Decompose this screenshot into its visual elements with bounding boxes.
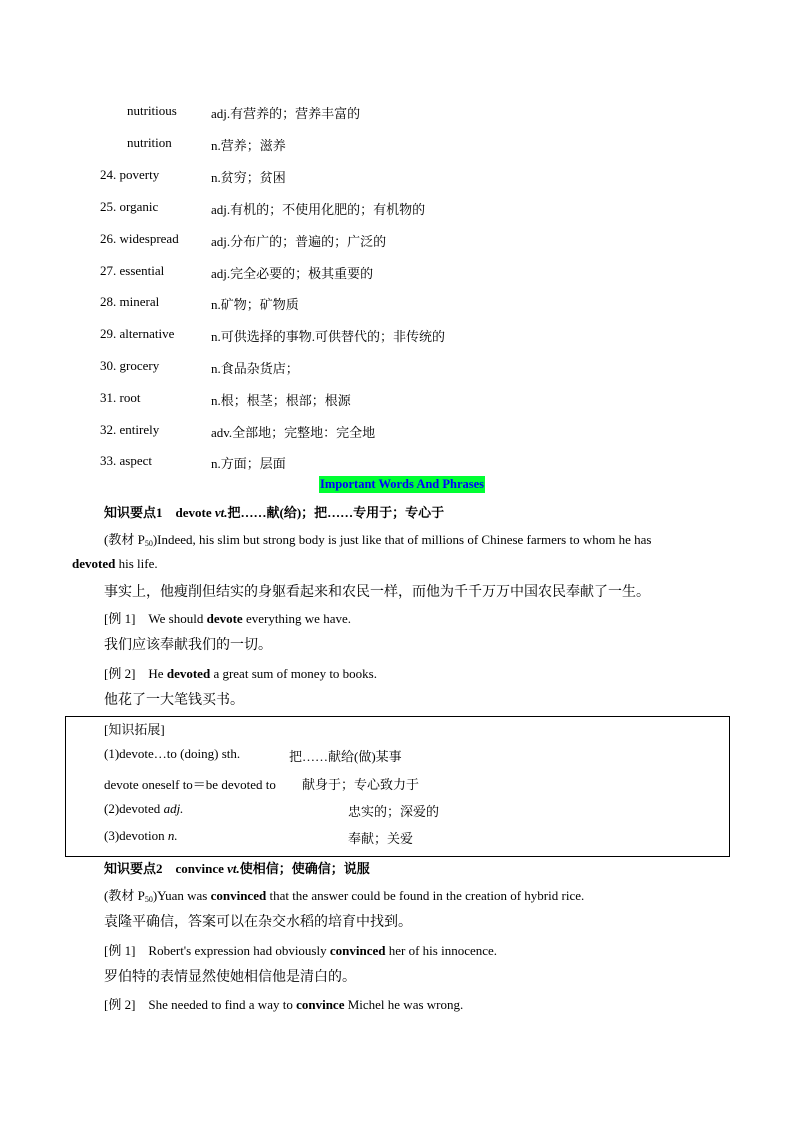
vocab-definition: n.矿物；矿物质 bbox=[211, 297, 299, 312]
extension-row-cn: 忠实的；深爱的 bbox=[348, 804, 440, 819]
source-page: 50 bbox=[144, 895, 153, 904]
vocab-definition: adv.全部地；完整地：完全地 bbox=[211, 425, 376, 440]
vocab-word: 30. grocery bbox=[100, 358, 160, 373]
vocab-definition: n.根；根茎；根部；根源 bbox=[211, 393, 351, 408]
vocab-definition: n.食品杂货店； bbox=[211, 361, 299, 376]
vocab-word: 27. essential bbox=[100, 263, 165, 278]
example-label: [例 1] bbox=[104, 611, 136, 626]
example-bold: devote bbox=[206, 611, 243, 626]
example-text: a great sum of money to books. bbox=[210, 666, 377, 681]
point-1-translation: 事实上，他瘦削但结实的身躯看起来和农民一样，而他为千千万万中国农民奉献了一生。 bbox=[104, 585, 650, 600]
vocab-word: 26. widespread bbox=[100, 231, 179, 246]
point-2-translation: 袁隆平确信，答案可以在杂交水稻的培育中找到。 bbox=[104, 915, 412, 930]
point-2-example-1 bbox=[104, 940, 497, 959]
point-1-example-2-cn: 他花了一大笔钱买书。 bbox=[104, 693, 244, 708]
vocab-word: nutritious bbox=[127, 103, 177, 118]
point-1-source bbox=[104, 529, 722, 548]
section-heading: Important Words And Phrases bbox=[320, 477, 485, 491]
point-meaning: 把……献(给)；把……专用于；专心于 bbox=[227, 505, 445, 520]
extension-row-cn: 奉献；关爱 bbox=[348, 831, 414, 846]
vocab-word: 28. mineral bbox=[100, 294, 160, 309]
point-pos: vt. bbox=[227, 861, 240, 876]
vocab-word: nutrition bbox=[127, 135, 172, 150]
example-label: [例 2] bbox=[104, 997, 136, 1012]
point-1-example-2 bbox=[104, 663, 377, 682]
example-text: We should bbox=[148, 611, 207, 626]
example-label: [例 2] bbox=[104, 666, 136, 681]
vocab-definition: adj.完全必要的；极其重要的 bbox=[211, 266, 374, 281]
extension-row-en bbox=[104, 801, 183, 817]
source-prefix: (教材 P bbox=[104, 888, 145, 903]
extension-row-en bbox=[104, 828, 178, 844]
example-bold: convince bbox=[296, 997, 345, 1012]
point-1-example-1-cn: 我们应该奉献我们的一切。 bbox=[104, 638, 272, 653]
source-text: his life. bbox=[115, 556, 158, 571]
point-1-title bbox=[104, 502, 444, 521]
example-bold: convinced bbox=[329, 943, 386, 958]
source-text: )Yuan was bbox=[152, 888, 211, 903]
vocab-definition: n.贫穷；贫困 bbox=[211, 170, 286, 185]
example-text: everything we have. bbox=[242, 611, 351, 626]
point-label: 知识要点1 bbox=[104, 505, 163, 520]
extension-row-en: devote oneself to＝be devoted to bbox=[104, 777, 276, 792]
vocab-word: 29. alternative bbox=[100, 326, 175, 341]
extension-pos: adj. bbox=[163, 801, 184, 816]
vocab-word: 32. entirely bbox=[100, 422, 160, 437]
extension-row-cn: 献身于；专心致力于 bbox=[302, 777, 420, 792]
point-1-source-cont bbox=[72, 556, 158, 572]
vocab-definition: adj.分布广的；普遍的；广泛的 bbox=[211, 234, 387, 249]
point-meaning: 使相信；使确信；说服 bbox=[239, 861, 370, 876]
extension-pos: n. bbox=[167, 828, 178, 843]
point-2-example-1-cn: 罗伯特的表情显然使她相信他是清白的。 bbox=[104, 970, 356, 985]
vocab-word: 33. aspect bbox=[100, 453, 152, 468]
example-text: her of his innocence. bbox=[385, 943, 498, 958]
example-bold: devoted bbox=[166, 666, 211, 681]
source-text: )Indeed, his slim but strong body is just like that of millions of Chinese farmers to whom he has bbox=[152, 532, 652, 547]
point-word: devote bbox=[175, 505, 212, 520]
point-2-example-2 bbox=[104, 994, 463, 1013]
extension-title: [知识拓展] bbox=[104, 722, 165, 737]
point-pos: vt. bbox=[214, 505, 228, 520]
source-page: 50 bbox=[144, 539, 153, 548]
point-1-example-1 bbox=[104, 608, 351, 627]
point-word: convince bbox=[175, 861, 224, 876]
example-text: Robert's expression had obviously bbox=[148, 943, 330, 958]
example-label: [例 1] bbox=[104, 943, 136, 958]
point-2-title bbox=[104, 858, 370, 877]
source-text: that the answer could be found in the creation of hybrid rice. bbox=[266, 888, 585, 903]
vocab-definition: n.营养；滋养 bbox=[211, 138, 286, 153]
example-text: She needed to find a way to bbox=[148, 997, 297, 1012]
extension-word: (2)devoted bbox=[104, 801, 164, 816]
point-label: 知识要点2 bbox=[104, 861, 163, 876]
vocab-word: 24. poverty bbox=[100, 167, 160, 182]
source-bold: convinced bbox=[210, 888, 267, 903]
source-prefix: (教材 P bbox=[104, 532, 145, 547]
vocab-definition: adj.有营养的；营养丰富的 bbox=[211, 106, 361, 121]
vocab-definition: n.可供选择的事物.可供替代的；非传统的 bbox=[211, 329, 446, 344]
extension-row-en: (1)devote…to (doing) sth. bbox=[104, 746, 241, 761]
extension-word: (3)devotion bbox=[104, 828, 168, 843]
vocab-word: 25. organic bbox=[100, 199, 159, 214]
example-text: Michel he was wrong. bbox=[344, 997, 464, 1012]
extension-row-cn: 把……献给(做)某事 bbox=[289, 749, 402, 764]
point-2-source bbox=[104, 885, 584, 904]
vocab-word: 31. root bbox=[100, 390, 141, 405]
vocab-definition: n.方面；层面 bbox=[211, 456, 286, 471]
example-text: He bbox=[148, 666, 167, 681]
vocab-definition: adj.有机的；不使用化肥的；有机物的 bbox=[211, 202, 426, 217]
source-bold: devoted bbox=[72, 556, 116, 571]
